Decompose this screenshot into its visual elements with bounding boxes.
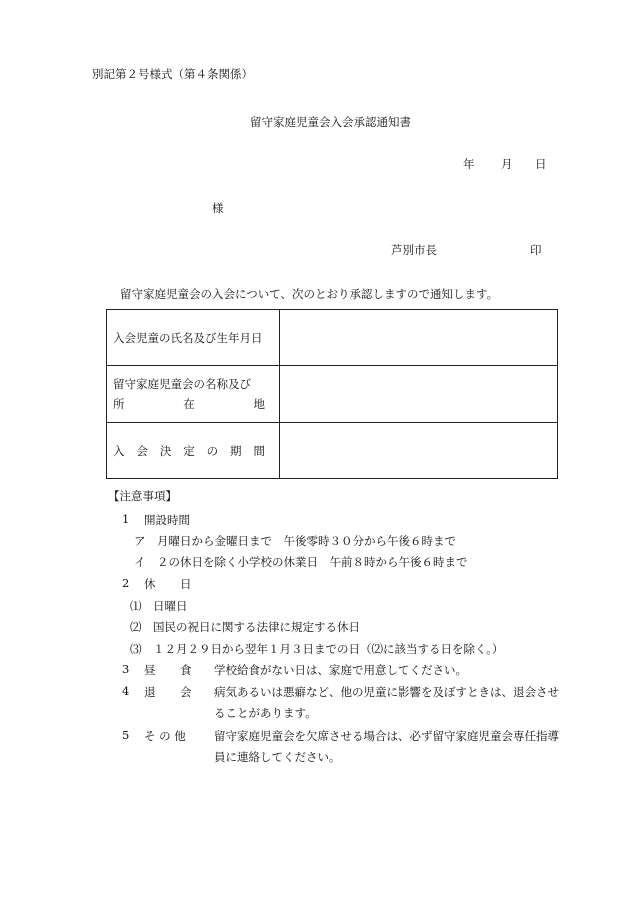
row2-label-line2	[113, 394, 265, 414]
date-day: 日	[535, 157, 547, 171]
note-1-a: ア 月曜日から金曜日まで 午後零時３０分から午後６時まで	[134, 534, 456, 548]
note-4-text-line2: ることがあります。	[214, 706, 317, 720]
note-2-2: ⑵ 国民の祝日に関する法律に規定する休日	[130, 620, 360, 634]
date-year: 年	[463, 157, 475, 171]
note-2-title-char: 日	[180, 577, 192, 591]
form-number: 別記第２号様式（第４条関係）	[92, 67, 253, 81]
row-value-child-name	[280, 310, 558, 366]
label-char: 決	[159, 443, 172, 458]
note-5-title: そ の 他	[144, 729, 186, 743]
issuer-seal: 印	[530, 243, 542, 257]
note-3-title-char: 昼	[144, 663, 156, 677]
label-char: 在	[183, 397, 195, 411]
row3-label	[113, 443, 265, 459]
note-4-text-line1: 病気あるいは悪癖など、他の児童に影響を及ぼすときは、退会させ	[214, 685, 559, 699]
label-char: の	[206, 443, 219, 458]
label-char: 定	[183, 443, 195, 458]
intro-text: 留守家庭児童会の入会について、次のとおり承認しますので通知します。	[120, 287, 499, 301]
note-2-num: 2	[122, 576, 130, 590]
label-char: 間	[253, 443, 265, 458]
note-5-text-line1: 留守家庭児童会を欠席させる場合は、必ず留守家庭児童会専任指導	[214, 729, 559, 743]
document-title: 留守家庭児童会入会承認通知書	[250, 115, 411, 129]
row-label-admission-period	[107, 423, 280, 479]
row2-label-line1: 留守家庭児童会の名称及び	[113, 377, 251, 391]
note-1-num: 1	[122, 512, 130, 526]
note-1-title: 開設時間	[144, 513, 190, 527]
notes-heading: 【注意事項】	[108, 489, 177, 503]
label-char: 入	[113, 443, 125, 458]
table-row	[107, 423, 558, 479]
note-5-num: 5	[122, 728, 130, 742]
label-char: 所	[113, 397, 125, 411]
note-4-title-char: 退	[144, 685, 156, 699]
row-value-club-name-address	[280, 366, 558, 423]
label-char: 期	[230, 443, 242, 458]
note-3-text: 学校給食がない日は、家庭で用意してください。	[214, 663, 467, 677]
note-2-3: ⑶ １２月２９日から翌年１月３日までの日（⑵に該当する日を除く。）	[130, 642, 504, 656]
table-row	[107, 366, 558, 423]
addressee-honorific: 様	[212, 201, 224, 215]
table-row	[107, 310, 558, 366]
issuer-mayor: 芦別市長	[391, 243, 437, 257]
note-5-text-line2: 員に連絡してください。	[214, 750, 341, 764]
note-3-title-char: 食	[180, 663, 192, 677]
note-1-b: イ ２の休日を除く小学校の休業日 午前８時から午後６時まで	[134, 555, 468, 569]
note-4-num: 4	[122, 684, 130, 698]
note-2-title-char: 休	[144, 577, 156, 591]
date-month: 月	[501, 157, 513, 171]
label-char: 地	[253, 397, 265, 411]
note-2-1: ⑴ 日曜日	[130, 599, 188, 613]
label-char: 会	[136, 443, 148, 458]
row-label-club-name-address	[107, 366, 280, 423]
date-line	[463, 156, 547, 172]
row-value-admission-period	[280, 423, 558, 479]
note-4-title-char: 会	[180, 685, 192, 699]
row-label-child-name: 入会児童の氏名及び生年月日	[107, 310, 280, 366]
approval-table	[106, 309, 558, 479]
note-3-num: 3	[122, 662, 130, 676]
